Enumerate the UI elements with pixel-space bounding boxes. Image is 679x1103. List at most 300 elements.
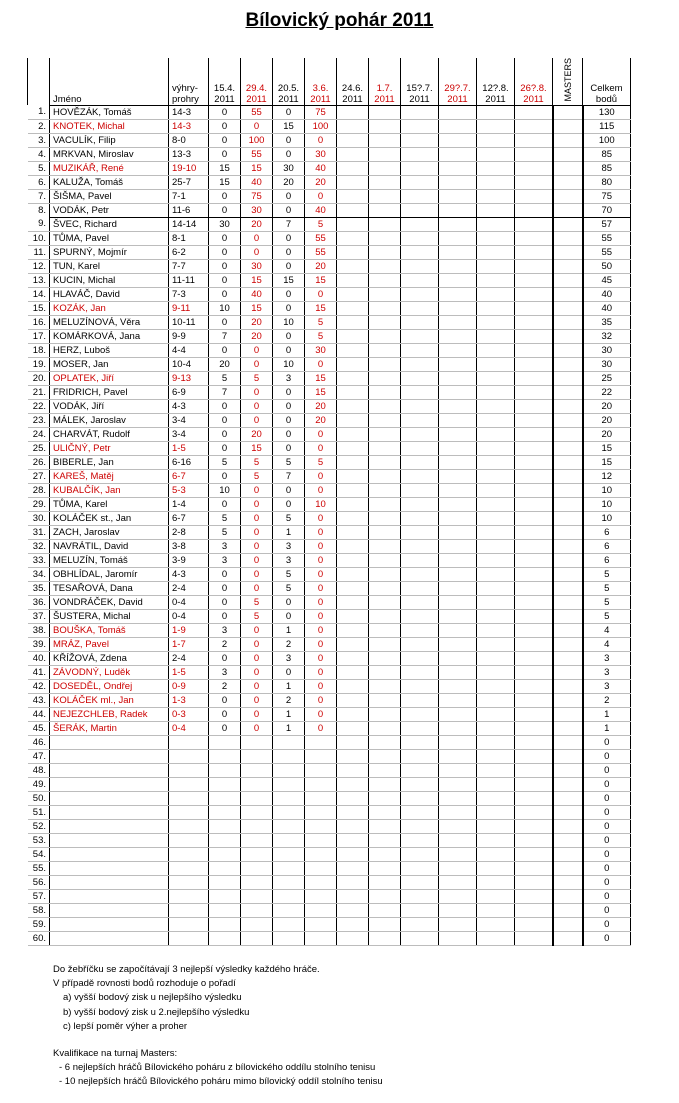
score-cell (477, 273, 515, 287)
table-row (28, 147, 631, 161)
score-cell (439, 287, 477, 301)
score-cell (209, 903, 241, 917)
player-name: OPLATEK, Jiří (50, 371, 169, 385)
score-cell (209, 889, 241, 903)
score-cell: 1 (273, 525, 305, 539)
score-cell (515, 133, 553, 147)
win-loss-cell: 3-4 (169, 413, 209, 427)
win-loss-cell: 9-13 (169, 371, 209, 385)
score-cell: 15 (273, 119, 305, 133)
score-cell (337, 721, 369, 735)
table-row (28, 385, 631, 399)
score-cell (401, 889, 439, 903)
score-cell: 5 (305, 455, 337, 469)
score-cell (337, 931, 369, 945)
score-cell (477, 427, 515, 441)
score-cell (515, 861, 553, 875)
total-points: 0 (583, 931, 631, 945)
score-cell (515, 539, 553, 553)
standings-table (27, 58, 631, 946)
win-loss-cell: 3-8 (169, 539, 209, 553)
total-points: 40 (583, 301, 631, 315)
score-cell: 30 (273, 161, 305, 175)
score-cell (515, 679, 553, 693)
masters-cell (553, 105, 583, 119)
score-cell (515, 343, 553, 357)
total-points: 5 (583, 609, 631, 623)
score-cell (369, 833, 401, 847)
player-name: VACULÍK, Filip (50, 133, 169, 147)
score-cell (515, 595, 553, 609)
score-cell: 0 (209, 721, 241, 735)
score-cell (337, 245, 369, 259)
score-cell: 0 (273, 441, 305, 455)
score-cell (515, 301, 553, 315)
header-row (28, 58, 631, 105)
player-name: KOZÁK, Jan (50, 301, 169, 315)
score-cell (515, 581, 553, 595)
win-loss-cell (169, 791, 209, 805)
score-cell (515, 371, 553, 385)
score-cell (515, 777, 553, 791)
score-cell: 7 (209, 329, 241, 343)
score-cell: 0 (273, 133, 305, 147)
score-cell (401, 119, 439, 133)
score-cell (401, 161, 439, 175)
table-row (28, 399, 631, 413)
win-loss-cell: 3-4 (169, 427, 209, 441)
table-row (28, 567, 631, 581)
total-points: 10 (583, 483, 631, 497)
score-cell (401, 847, 439, 861)
score-cell (401, 777, 439, 791)
total-points: 5 (583, 581, 631, 595)
masters-cell (553, 805, 583, 819)
score-cell (337, 231, 369, 245)
win-loss-cell (169, 749, 209, 763)
rank-cell: 57. (28, 889, 50, 903)
score-cell (305, 847, 337, 861)
win-loss-cell: 25-7 (169, 175, 209, 189)
score-cell (369, 245, 401, 259)
masters-cell (553, 441, 583, 455)
score-cell (369, 707, 401, 721)
rank-cell: 46. (28, 735, 50, 749)
score-cell (337, 833, 369, 847)
rank-cell: 2. (28, 119, 50, 133)
score-cell (369, 721, 401, 735)
rank-cell: 29. (28, 497, 50, 511)
score-cell: 3 (273, 553, 305, 567)
score-cell (209, 847, 241, 861)
score-cell (369, 441, 401, 455)
score-cell (369, 371, 401, 385)
total-points: 0 (583, 861, 631, 875)
score-cell: 0 (241, 651, 273, 665)
player-name (50, 763, 169, 777)
score-cell: 5 (209, 455, 241, 469)
score-cell: 5 (305, 315, 337, 329)
score-cell (401, 819, 439, 833)
score-cell (209, 763, 241, 777)
score-cell (305, 833, 337, 847)
score-cell: 0 (241, 497, 273, 511)
score-cell (477, 749, 515, 763)
win-loss-cell: 1-3 (169, 693, 209, 707)
score-cell (369, 637, 401, 651)
header-date-2: 29.4. 2011 (241, 58, 273, 105)
score-cell (477, 469, 515, 483)
score-cell (337, 147, 369, 161)
score-cell (477, 371, 515, 385)
score-cell (439, 609, 477, 623)
score-cell: 3 (209, 539, 241, 553)
player-name: KŘÍŽOVÁ, Zdena (50, 651, 169, 665)
table-row (28, 623, 631, 637)
total-points: 100 (583, 133, 631, 147)
score-cell: 0 (273, 301, 305, 315)
score-cell (401, 805, 439, 819)
score-cell (477, 189, 515, 203)
score-cell (401, 931, 439, 945)
win-loss-cell: 19-10 (169, 161, 209, 175)
rank-cell: 40. (28, 651, 50, 665)
score-cell: 0 (273, 385, 305, 399)
masters-cell (553, 357, 583, 371)
score-cell (369, 819, 401, 833)
win-loss-cell: 2-4 (169, 651, 209, 665)
score-cell (401, 917, 439, 931)
masters-cell (553, 623, 583, 637)
rank-cell: 12. (28, 259, 50, 273)
score-cell (439, 539, 477, 553)
score-cell: 5 (273, 567, 305, 581)
score-cell: 20 (305, 175, 337, 189)
score-cell: 0 (209, 595, 241, 609)
score-cell (515, 847, 553, 861)
table-row (28, 231, 631, 245)
score-cell: 0 (241, 693, 273, 707)
score-cell (337, 189, 369, 203)
total-points: 0 (583, 917, 631, 931)
score-cell: 0 (273, 427, 305, 441)
score-cell (477, 245, 515, 259)
score-cell (241, 903, 273, 917)
score-cell (337, 343, 369, 357)
score-cell: 5 (241, 609, 273, 623)
score-cell: 20 (305, 259, 337, 273)
win-loss-cell (169, 847, 209, 861)
win-loss-cell: 5-3 (169, 483, 209, 497)
score-cell (369, 175, 401, 189)
score-cell: 0 (209, 581, 241, 595)
table-row (28, 217, 631, 231)
score-cell (439, 357, 477, 371)
score-cell (477, 315, 515, 329)
player-name: KOLÁČEK ml., Jan (50, 693, 169, 707)
score-cell (369, 329, 401, 343)
page-title: Bílovický pohár 2011 (245, 10, 434, 31)
score-cell (439, 259, 477, 273)
score-cell (515, 609, 553, 623)
total-points: 45 (583, 273, 631, 287)
score-cell (369, 847, 401, 861)
score-cell: 55 (305, 231, 337, 245)
score-cell (337, 861, 369, 875)
score-cell (515, 329, 553, 343)
win-loss-cell: 11-11 (169, 273, 209, 287)
win-loss-cell (169, 777, 209, 791)
masters-cell (553, 763, 583, 777)
score-cell (369, 665, 401, 679)
score-cell (439, 203, 477, 217)
rank-cell: 15. (28, 301, 50, 315)
score-cell (337, 539, 369, 553)
score-cell: 40 (241, 287, 273, 301)
masters-cell (553, 679, 583, 693)
masters-cell (553, 147, 583, 161)
score-cell (273, 763, 305, 777)
score-cell: 5 (241, 455, 273, 469)
score-cell: 0 (241, 721, 273, 735)
win-loss-cell (169, 735, 209, 749)
score-cell: 100 (241, 133, 273, 147)
score-cell (273, 889, 305, 903)
score-cell: 15 (305, 385, 337, 399)
score-cell (515, 623, 553, 637)
score-cell (369, 525, 401, 539)
score-cell (273, 819, 305, 833)
rank-cell: 18. (28, 343, 50, 357)
masters-cell (553, 581, 583, 595)
masters-cell (553, 665, 583, 679)
table-row (28, 875, 631, 889)
table-row (28, 441, 631, 455)
masters-cell (553, 427, 583, 441)
masters-cell (553, 217, 583, 231)
score-cell (337, 217, 369, 231)
masters-cell (553, 931, 583, 945)
score-cell: 30 (305, 147, 337, 161)
win-loss-cell: 6-7 (169, 511, 209, 525)
win-loss-cell: 0-4 (169, 595, 209, 609)
score-cell: 0 (273, 609, 305, 623)
score-cell (439, 511, 477, 525)
masters-cell (553, 287, 583, 301)
score-cell (401, 791, 439, 805)
score-cell: 0 (273, 287, 305, 301)
player-name (50, 917, 169, 931)
score-cell (439, 161, 477, 175)
score-cell (369, 903, 401, 917)
score-cell (439, 371, 477, 385)
score-cell (369, 931, 401, 945)
score-cell: 0 (209, 315, 241, 329)
table-row (28, 637, 631, 651)
win-loss-cell (169, 917, 209, 931)
total-points: 25 (583, 371, 631, 385)
score-cell (439, 707, 477, 721)
score-cell: 0 (241, 553, 273, 567)
score-cell (477, 805, 515, 819)
table-row (28, 847, 631, 861)
total-points: 40 (583, 287, 631, 301)
score-cell: 5 (273, 581, 305, 595)
score-cell (515, 511, 553, 525)
rank-cell: 24. (28, 427, 50, 441)
score-cell (369, 749, 401, 763)
score-cell (439, 119, 477, 133)
player-name: MUZIKÁŘ, René (50, 161, 169, 175)
score-cell: 1 (273, 679, 305, 693)
win-loss-cell: 14-3 (169, 105, 209, 119)
score-cell (369, 805, 401, 819)
win-loss-cell: 1-7 (169, 637, 209, 651)
score-cell (305, 861, 337, 875)
table-row (28, 455, 631, 469)
masters-cell (553, 161, 583, 175)
score-cell: 40 (305, 203, 337, 217)
player-name: VONDRÁČEK, David (50, 595, 169, 609)
score-cell: 0 (305, 553, 337, 567)
table-row (28, 917, 631, 931)
score-cell (337, 455, 369, 469)
player-name: SPURNÝ, Mojmír (50, 245, 169, 259)
score-cell (337, 581, 369, 595)
score-cell (477, 385, 515, 399)
score-cell: 55 (241, 147, 273, 161)
total-points: 55 (583, 245, 631, 259)
score-cell: 0 (209, 231, 241, 245)
score-cell (477, 875, 515, 889)
masters-cell (553, 861, 583, 875)
score-cell: 0 (273, 189, 305, 203)
score-cell: 0 (305, 525, 337, 539)
score-cell (515, 483, 553, 497)
score-cell: 0 (273, 329, 305, 343)
total-points: 115 (583, 119, 631, 133)
score-cell (209, 833, 241, 847)
masters-cell (553, 371, 583, 385)
rank-cell: 21. (28, 385, 50, 399)
score-cell (401, 665, 439, 679)
total-points: 4 (583, 623, 631, 637)
score-cell (401, 147, 439, 161)
player-name (50, 903, 169, 917)
score-cell (515, 441, 553, 455)
score-cell (515, 651, 553, 665)
win-loss-cell (169, 931, 209, 945)
score-cell (439, 343, 477, 357)
score-cell (401, 735, 439, 749)
score-cell (369, 861, 401, 875)
score-cell: 0 (305, 651, 337, 665)
masters-cell (553, 189, 583, 203)
score-cell (337, 441, 369, 455)
score-cell: 0 (209, 287, 241, 301)
score-cell (401, 371, 439, 385)
win-loss-cell (169, 889, 209, 903)
score-cell: 0 (209, 133, 241, 147)
total-points: 0 (583, 875, 631, 889)
win-loss-cell (169, 861, 209, 875)
score-cell (515, 749, 553, 763)
score-cell: 20 (305, 399, 337, 413)
score-cell (337, 273, 369, 287)
score-cell (369, 385, 401, 399)
score-cell (369, 343, 401, 357)
masters-cell (553, 707, 583, 721)
score-cell: 15 (241, 301, 273, 315)
score-cell (401, 595, 439, 609)
rank-cell: 38. (28, 623, 50, 637)
player-name: KUBALČÍK, Jan (50, 483, 169, 497)
win-loss-cell: 3-9 (169, 553, 209, 567)
table-row (28, 497, 631, 511)
score-cell: 5 (273, 511, 305, 525)
score-cell: 15 (273, 273, 305, 287)
total-points: 32 (583, 329, 631, 343)
score-cell: 0 (273, 105, 305, 119)
score-cell (439, 861, 477, 875)
table-row (28, 679, 631, 693)
score-cell: 0 (209, 343, 241, 357)
score-cell (337, 567, 369, 581)
score-cell (477, 301, 515, 315)
score-cell (273, 735, 305, 749)
score-cell (515, 413, 553, 427)
score-cell: 0 (209, 273, 241, 287)
note-line: Do žebříčku se započítávají 3 nejlepší výsledky každého hráče. (53, 964, 320, 975)
total-points: 85 (583, 161, 631, 175)
score-cell: 15 (305, 301, 337, 315)
win-loss-cell: 13-3 (169, 147, 209, 161)
total-points: 75 (583, 189, 631, 203)
win-loss-cell: 7-7 (169, 259, 209, 273)
score-cell: 2 (273, 693, 305, 707)
score-cell: 5 (209, 525, 241, 539)
total-points: 3 (583, 665, 631, 679)
score-cell (305, 917, 337, 931)
masters-cell (553, 903, 583, 917)
score-cell (401, 469, 439, 483)
rank-cell: 54. (28, 847, 50, 861)
score-cell: 0 (273, 497, 305, 511)
masters-cell (553, 721, 583, 735)
total-points: 10 (583, 511, 631, 525)
table-row (28, 777, 631, 791)
score-cell (401, 623, 439, 637)
header-date-1: 15.4. 2011 (209, 58, 241, 105)
masters-cell (553, 259, 583, 273)
score-cell: 7 (209, 385, 241, 399)
score-cell (477, 441, 515, 455)
score-cell (241, 735, 273, 749)
score-cell (477, 721, 515, 735)
score-cell: 40 (305, 161, 337, 175)
score-cell: 7 (273, 217, 305, 231)
table-row (28, 889, 631, 903)
player-name (50, 735, 169, 749)
player-name: ŠUSTERA, Michal (50, 609, 169, 623)
score-cell (337, 161, 369, 175)
win-loss-cell (169, 805, 209, 819)
score-cell (209, 917, 241, 931)
score-cell (515, 903, 553, 917)
score-cell (401, 497, 439, 511)
table-row (28, 427, 631, 441)
score-cell: 0 (305, 679, 337, 693)
